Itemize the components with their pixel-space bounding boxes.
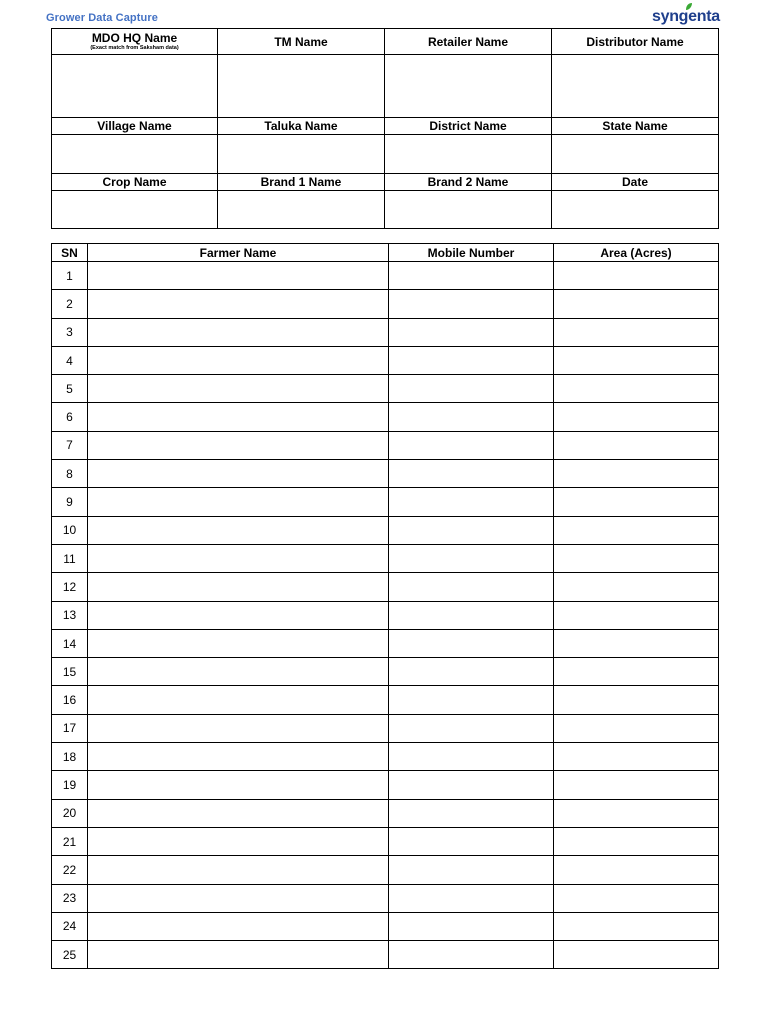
sn-cell: 4 bbox=[52, 346, 88, 374]
mobile-number-header: Mobile Number bbox=[389, 244, 554, 262]
mobile-number-cell[interactable] bbox=[389, 714, 554, 742]
table-row bbox=[52, 601, 719, 629]
farmer-name-cell[interactable] bbox=[88, 658, 389, 686]
mobile-number-cell[interactable] bbox=[389, 743, 554, 771]
mdo-hq-field[interactable] bbox=[52, 55, 218, 118]
farmer-name-cell[interactable] bbox=[88, 262, 389, 290]
farmer-name-cell[interactable] bbox=[88, 544, 389, 572]
date-field[interactable] bbox=[552, 191, 719, 229]
farmer-name-cell[interactable] bbox=[88, 629, 389, 657]
sn-cell: 2 bbox=[52, 290, 88, 318]
area-acres-cell[interactable] bbox=[554, 856, 719, 884]
crop-name-field[interactable] bbox=[52, 191, 218, 229]
table-row bbox=[52, 488, 719, 516]
info-header-row-1 bbox=[52, 29, 719, 55]
sn-cell: 7 bbox=[52, 431, 88, 459]
table-row bbox=[52, 658, 719, 686]
sn-cell: 24 bbox=[52, 912, 88, 940]
farmer-name-header: Farmer Name bbox=[88, 244, 389, 262]
table-row bbox=[52, 771, 719, 799]
mobile-number-cell[interactable] bbox=[389, 403, 554, 431]
area-acres-cell[interactable] bbox=[554, 686, 719, 714]
mobile-number-cell[interactable] bbox=[389, 799, 554, 827]
area-acres-cell[interactable] bbox=[554, 460, 719, 488]
area-acres-cell[interactable] bbox=[554, 516, 719, 544]
farmer-name-cell[interactable] bbox=[88, 403, 389, 431]
table-row bbox=[52, 827, 719, 855]
mobile-number-cell[interactable] bbox=[389, 686, 554, 714]
sn-cell: 21 bbox=[52, 827, 88, 855]
area-acres-cell[interactable] bbox=[554, 941, 719, 969]
farmer-name-cell[interactable] bbox=[88, 799, 389, 827]
info-header-row-2 bbox=[52, 118, 719, 135]
farmer-table-body bbox=[52, 262, 719, 969]
sn-cell: 8 bbox=[52, 460, 88, 488]
area-acres-cell[interactable] bbox=[554, 771, 719, 799]
farmer-name-cell[interactable] bbox=[88, 573, 389, 601]
table-row bbox=[52, 290, 719, 318]
area-acres-cell[interactable] bbox=[554, 431, 719, 459]
mobile-number-cell[interactable] bbox=[389, 460, 554, 488]
farmer-name-cell[interactable] bbox=[88, 884, 389, 912]
mobile-number-cell[interactable] bbox=[389, 941, 554, 969]
area-acres-cell[interactable] bbox=[554, 375, 719, 403]
area-acres-cell[interactable] bbox=[554, 403, 719, 431]
village-name-field[interactable] bbox=[52, 135, 218, 174]
area-acres-cell[interactable] bbox=[554, 290, 719, 318]
crop-name-header: Crop Name bbox=[52, 174, 218, 191]
brand-name: syngenta bbox=[652, 8, 720, 25]
table-row bbox=[52, 941, 719, 969]
document-title: Grower Data Capture bbox=[46, 12, 158, 24]
farmer-name-cell[interactable] bbox=[88, 912, 389, 940]
table-row bbox=[52, 884, 719, 912]
sn-cell: 25 bbox=[52, 941, 88, 969]
mobile-number-cell[interactable] bbox=[389, 573, 554, 601]
sn-cell: 14 bbox=[52, 629, 88, 657]
farmer-name-cell[interactable] bbox=[88, 516, 389, 544]
state-name-field[interactable] bbox=[552, 135, 719, 174]
farmer-name-cell[interactable] bbox=[88, 290, 389, 318]
area-acres-cell[interactable] bbox=[554, 884, 719, 912]
brand-1-name-field[interactable] bbox=[218, 191, 385, 229]
table-row bbox=[52, 375, 719, 403]
mobile-number-cell[interactable] bbox=[389, 290, 554, 318]
sn-cell: 10 bbox=[52, 516, 88, 544]
area-acres-cell[interactable] bbox=[554, 658, 719, 686]
table-row bbox=[52, 403, 719, 431]
sn-cell: 22 bbox=[52, 856, 88, 884]
farmer-name-cell[interactable] bbox=[88, 375, 389, 403]
brand-2-name-field[interactable] bbox=[385, 191, 552, 229]
farmer-name-cell[interactable] bbox=[88, 856, 389, 884]
mobile-number-cell[interactable] bbox=[389, 431, 554, 459]
area-acres-cell[interactable] bbox=[554, 912, 719, 940]
area-acres-cell[interactable] bbox=[554, 601, 719, 629]
sn-cell: 15 bbox=[52, 658, 88, 686]
info-header-row-3 bbox=[52, 174, 719, 191]
table-row bbox=[52, 460, 719, 488]
distributor-name-field[interactable] bbox=[552, 55, 719, 118]
mdo-hq-label: MDO HQ Name bbox=[91, 31, 178, 45]
sn-cell: 17 bbox=[52, 714, 88, 742]
tm-name-header: TM Name bbox=[218, 29, 385, 55]
farmer-name-cell[interactable] bbox=[88, 714, 389, 742]
mobile-number-cell[interactable] bbox=[389, 856, 554, 884]
farmer-name-cell[interactable] bbox=[88, 431, 389, 459]
mobile-number-cell[interactable] bbox=[389, 262, 554, 290]
state-name-header: State Name bbox=[552, 118, 719, 135]
table-row bbox=[52, 743, 719, 771]
sn-cell: 5 bbox=[52, 375, 88, 403]
village-name-header: Village Name bbox=[52, 118, 218, 135]
sn-cell: 19 bbox=[52, 771, 88, 799]
table-row bbox=[52, 431, 719, 459]
area-acres-cell[interactable] bbox=[554, 318, 719, 346]
retailer-name-field[interactable] bbox=[385, 55, 552, 118]
mobile-number-cell[interactable] bbox=[389, 516, 554, 544]
brand-1-name-header: Brand 1 Name bbox=[218, 174, 385, 191]
sn-cell: 6 bbox=[52, 403, 88, 431]
mobile-number-cell[interactable] bbox=[389, 375, 554, 403]
mobile-number-cell[interactable] bbox=[389, 629, 554, 657]
farmer-name-cell[interactable] bbox=[88, 827, 389, 855]
taluka-name-field[interactable] bbox=[218, 135, 385, 174]
district-name-header: District Name bbox=[385, 118, 552, 135]
area-acres-cell[interactable] bbox=[554, 573, 719, 601]
sn-cell: 9 bbox=[52, 488, 88, 516]
table-row bbox=[52, 714, 719, 742]
mobile-number-cell[interactable] bbox=[389, 771, 554, 799]
sn-cell: 20 bbox=[52, 799, 88, 827]
taluka-name-header: Taluka Name bbox=[218, 118, 385, 135]
table-row bbox=[52, 516, 719, 544]
mobile-number-cell[interactable] bbox=[389, 346, 554, 374]
sn-cell: 12 bbox=[52, 573, 88, 601]
area-acres-cell[interactable] bbox=[554, 346, 719, 374]
mobile-number-cell[interactable] bbox=[389, 884, 554, 912]
table-row bbox=[52, 912, 719, 940]
mobile-number-cell[interactable] bbox=[389, 601, 554, 629]
mdo-hq-header bbox=[52, 29, 218, 55]
area-acres-cell[interactable] bbox=[554, 488, 719, 516]
farmer-name-cell[interactable] bbox=[88, 346, 389, 374]
sn-cell: 3 bbox=[52, 318, 88, 346]
farmer-name-cell[interactable] bbox=[88, 686, 389, 714]
farmer-name-cell[interactable] bbox=[88, 460, 389, 488]
mobile-number-cell[interactable] bbox=[389, 912, 554, 940]
area-acres-header: Area (Acres) bbox=[554, 244, 719, 262]
syngenta-logo bbox=[652, 2, 724, 26]
sn-cell: 1 bbox=[52, 262, 88, 290]
info-entry-row-3 bbox=[52, 191, 719, 229]
area-acres-cell[interactable] bbox=[554, 714, 719, 742]
distributor-name-header: Distributor Name bbox=[552, 29, 719, 55]
sn-cell: 11 bbox=[52, 544, 88, 572]
farmer-name-cell[interactable] bbox=[88, 601, 389, 629]
table-row bbox=[52, 262, 719, 290]
sn-cell: 16 bbox=[52, 686, 88, 714]
mobile-number-cell[interactable] bbox=[389, 544, 554, 572]
mobile-number-cell[interactable] bbox=[389, 318, 554, 346]
district-name-field[interactable] bbox=[385, 135, 552, 174]
sn-cell: 23 bbox=[52, 884, 88, 912]
farmer-name-cell[interactable] bbox=[88, 318, 389, 346]
area-acres-cell[interactable] bbox=[554, 629, 719, 657]
mobile-number-cell[interactable] bbox=[389, 827, 554, 855]
table-row bbox=[52, 346, 719, 374]
farmer-name-cell[interactable] bbox=[88, 941, 389, 969]
table-row bbox=[52, 799, 719, 827]
table-row bbox=[52, 318, 719, 346]
retailer-name-header: Retailer Name bbox=[385, 29, 552, 55]
tm-name-field[interactable] bbox=[218, 55, 385, 118]
info-table bbox=[51, 28, 719, 229]
table-row bbox=[52, 686, 719, 714]
sn-cell: 18 bbox=[52, 743, 88, 771]
mdo-hq-note: (Exact match from Saksham data) bbox=[90, 45, 179, 51]
area-acres-cell[interactable] bbox=[554, 262, 719, 290]
mobile-number-cell[interactable] bbox=[389, 658, 554, 686]
farmer-name-cell[interactable] bbox=[88, 743, 389, 771]
sn-header: SN bbox=[52, 244, 88, 262]
date-header: Date bbox=[552, 174, 719, 191]
farmer-table bbox=[51, 243, 719, 969]
area-acres-cell[interactable] bbox=[554, 799, 719, 827]
farmer-name-cell[interactable] bbox=[88, 771, 389, 799]
brand-2-name-header: Brand 2 Name bbox=[385, 174, 552, 191]
table-row bbox=[52, 544, 719, 572]
table-row bbox=[52, 573, 719, 601]
farmer-name-cell[interactable] bbox=[88, 488, 389, 516]
mobile-number-cell[interactable] bbox=[389, 488, 554, 516]
area-acres-cell[interactable] bbox=[554, 827, 719, 855]
area-acres-cell[interactable] bbox=[554, 544, 719, 572]
table-row bbox=[52, 856, 719, 884]
info-entry-row-2 bbox=[52, 135, 719, 174]
table-row bbox=[52, 629, 719, 657]
info-entry-row-1 bbox=[52, 55, 719, 118]
sn-cell: 13 bbox=[52, 601, 88, 629]
area-acres-cell[interactable] bbox=[554, 743, 719, 771]
farmer-table-header-row bbox=[52, 244, 719, 262]
